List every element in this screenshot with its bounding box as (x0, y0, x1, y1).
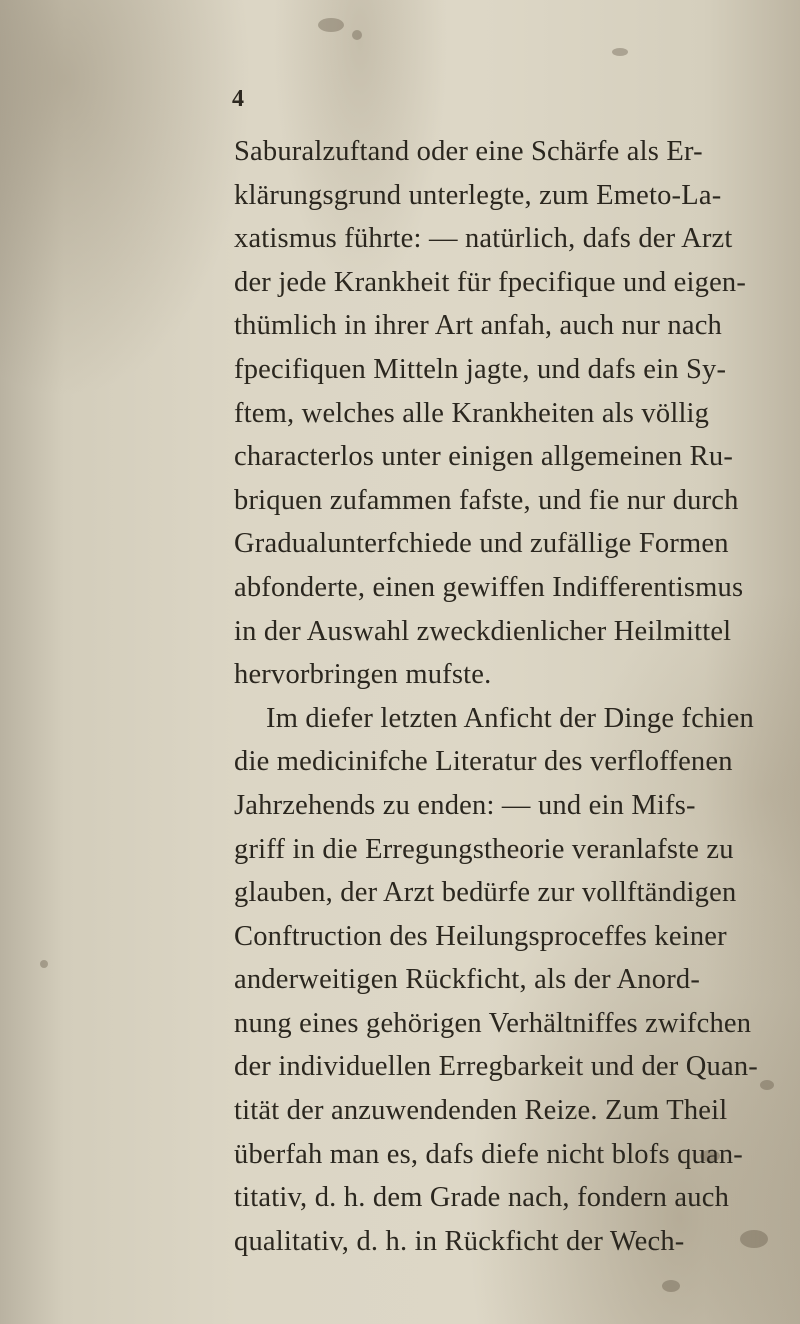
paragraph-start-line: Im diefer letzten Anficht der Dinge fchien (266, 702, 754, 734)
text-line: Gradualunterfchiede und zufällige Formen (234, 528, 729, 560)
text-line: anderweitigen Rückficht, als der Anord- (234, 964, 701, 996)
text-line: in der Auswahl zweckdienlicher Heilmittel (234, 615, 732, 647)
text-line: griff in die Erregungstheorie veranlafste zu (234, 833, 734, 865)
page-number: 4 (232, 86, 244, 112)
text-line: klärungsgrund unterlegte, zum Emeto-La- (234, 179, 722, 211)
text-line: Saburalzuftand oder eine Schärfe als Er- (234, 136, 703, 167)
text-line: xatismus führte: — natürlich, dafs der Arzt (234, 223, 733, 255)
text-line: hervorbringen mufste. (234, 659, 492, 691)
text-line: thümlich in ihrer Art anfah, auch nur nach (234, 310, 722, 342)
text-line: glauben, der Arzt bedürfe zur vollftändigen (234, 877, 737, 909)
text-line: nung eines gehörigen Verhältniffes zwifchen (234, 1007, 752, 1039)
text-line: titativ, d. h. dem Grade nach, fondern auch (234, 1182, 730, 1214)
text-line: überfah man es, dafs diefe nicht blofs quan- (234, 1138, 743, 1170)
text-line: ftem, welches alle Krankheiten als völlig (234, 397, 710, 429)
text-line: der individuellen Erregbarkeit und der Quan- (234, 1051, 758, 1083)
text-line: Jahrzehends zu enden: — und ein Mifs- (234, 789, 696, 821)
body-text (234, 130, 774, 1263)
text-line: characterlos unter einigen allgemeinen Ru- (234, 441, 734, 473)
text-line: tität der anzuwendenden Reize. Zum Theil (234, 1095, 728, 1127)
text-line: der jede Krankheit für fpecifique und eigen- (234, 266, 747, 298)
text-line: die medicinifche Literatur des verfloffenen (234, 746, 733, 778)
text-line: briquen zufammen fafste, und fie nur durch (234, 484, 739, 516)
text-line: Conftruction des Heilungsproceffes keiner (234, 920, 727, 952)
text-line: abfonderte, einen gewiffen Indifferentismus (234, 571, 744, 603)
text-line: fpecifiquen Mitteln jagte, und dafs ein Sy- (234, 353, 727, 385)
text-line: qualitativ, d. h. in Rückficht der Wech- (234, 1225, 685, 1257)
